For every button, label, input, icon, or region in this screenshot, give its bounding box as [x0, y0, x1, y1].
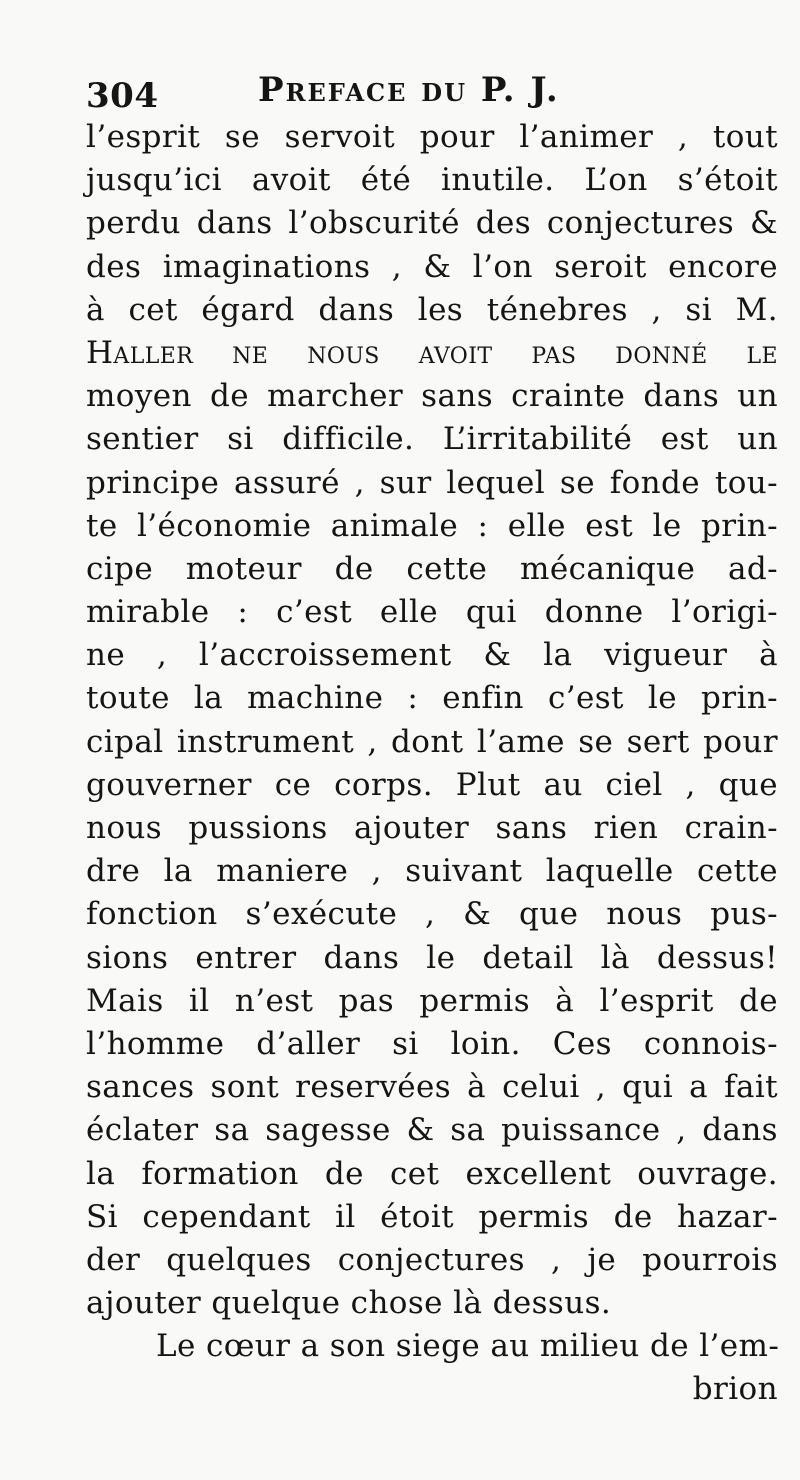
body-line: cipe moteur de cette mécanique ad- [86, 550, 778, 587]
body-line: perdu dans l’obscurité des conjectures & [86, 205, 778, 242]
body-line: la formation de cet excellent ouvrage. [86, 1155, 778, 1192]
body-line: jusqu’ici avoit été inutile. L’on s’étoit [86, 162, 778, 199]
body-line: mirable : c’est elle qui donne l’origi- [86, 594, 778, 631]
body-line: Si cependant il étoit permis de hazar- [86, 1198, 778, 1235]
body-line: Mais il n’est pas permis à l’esprit de [86, 982, 778, 1019]
body-line: principe assuré , sur lequel se fonde tou- [86, 464, 778, 501]
body-line: éclater sa sagesse & sa puissance , dans [86, 1112, 778, 1149]
body-line: te l’économie animale : elle est le prin- [86, 507, 778, 544]
body-line: sances sont reservées à celui , qui a fait [86, 1069, 778, 1106]
body-line: ne , l’accroissement & la vigueur à [86, 637, 778, 674]
body-line: Le cœur a son siege au milieu de l’em- [156, 1328, 780, 1365]
body-text [86, 116, 778, 1412]
body-line: l’homme d’aller si loin. Ces connois- [86, 1025, 778, 1062]
body-line: sentier si difficile. L’irritabilité est un [86, 421, 778, 458]
body-line: sions entrer dans le detail là dessus! [86, 939, 778, 976]
body-line: der quelques conjectures , je pourrois [86, 1241, 778, 1278]
catchword: brion [692, 1371, 778, 1408]
body-line: gouverner ce corps. Plut au ciel , que [86, 766, 778, 803]
body-line: des imaginations , & l’on seroit encore [86, 248, 778, 285]
body-line: ajouter quelque chose là dessus. [86, 1285, 612, 1322]
body-line: moyen de marcher sans crainte dans un [86, 378, 778, 415]
body-line: toute la machine : enfin c’est le prin- [86, 680, 778, 717]
body-line: cipal instrument , dont l’ame se sert pour [86, 723, 778, 760]
running-head-title: Preface du P. J. [258, 70, 560, 110]
body-line: Haller ne nous avoit pas donné le [86, 334, 778, 371]
running-head [86, 62, 766, 122]
body-line: fonction s’exécute , & que nous pus- [86, 896, 778, 933]
body-line: l’esprit se servoit pour l’animer , tout [86, 119, 778, 155]
body-line: dre la maniere , suivant laquelle cette [86, 853, 778, 890]
body-line: à cet égard dans les ténebres , si M. [86, 291, 778, 328]
body-line: nous pussions ajouter sans rien crain- [86, 810, 778, 846]
page-number: 304 [86, 76, 159, 116]
